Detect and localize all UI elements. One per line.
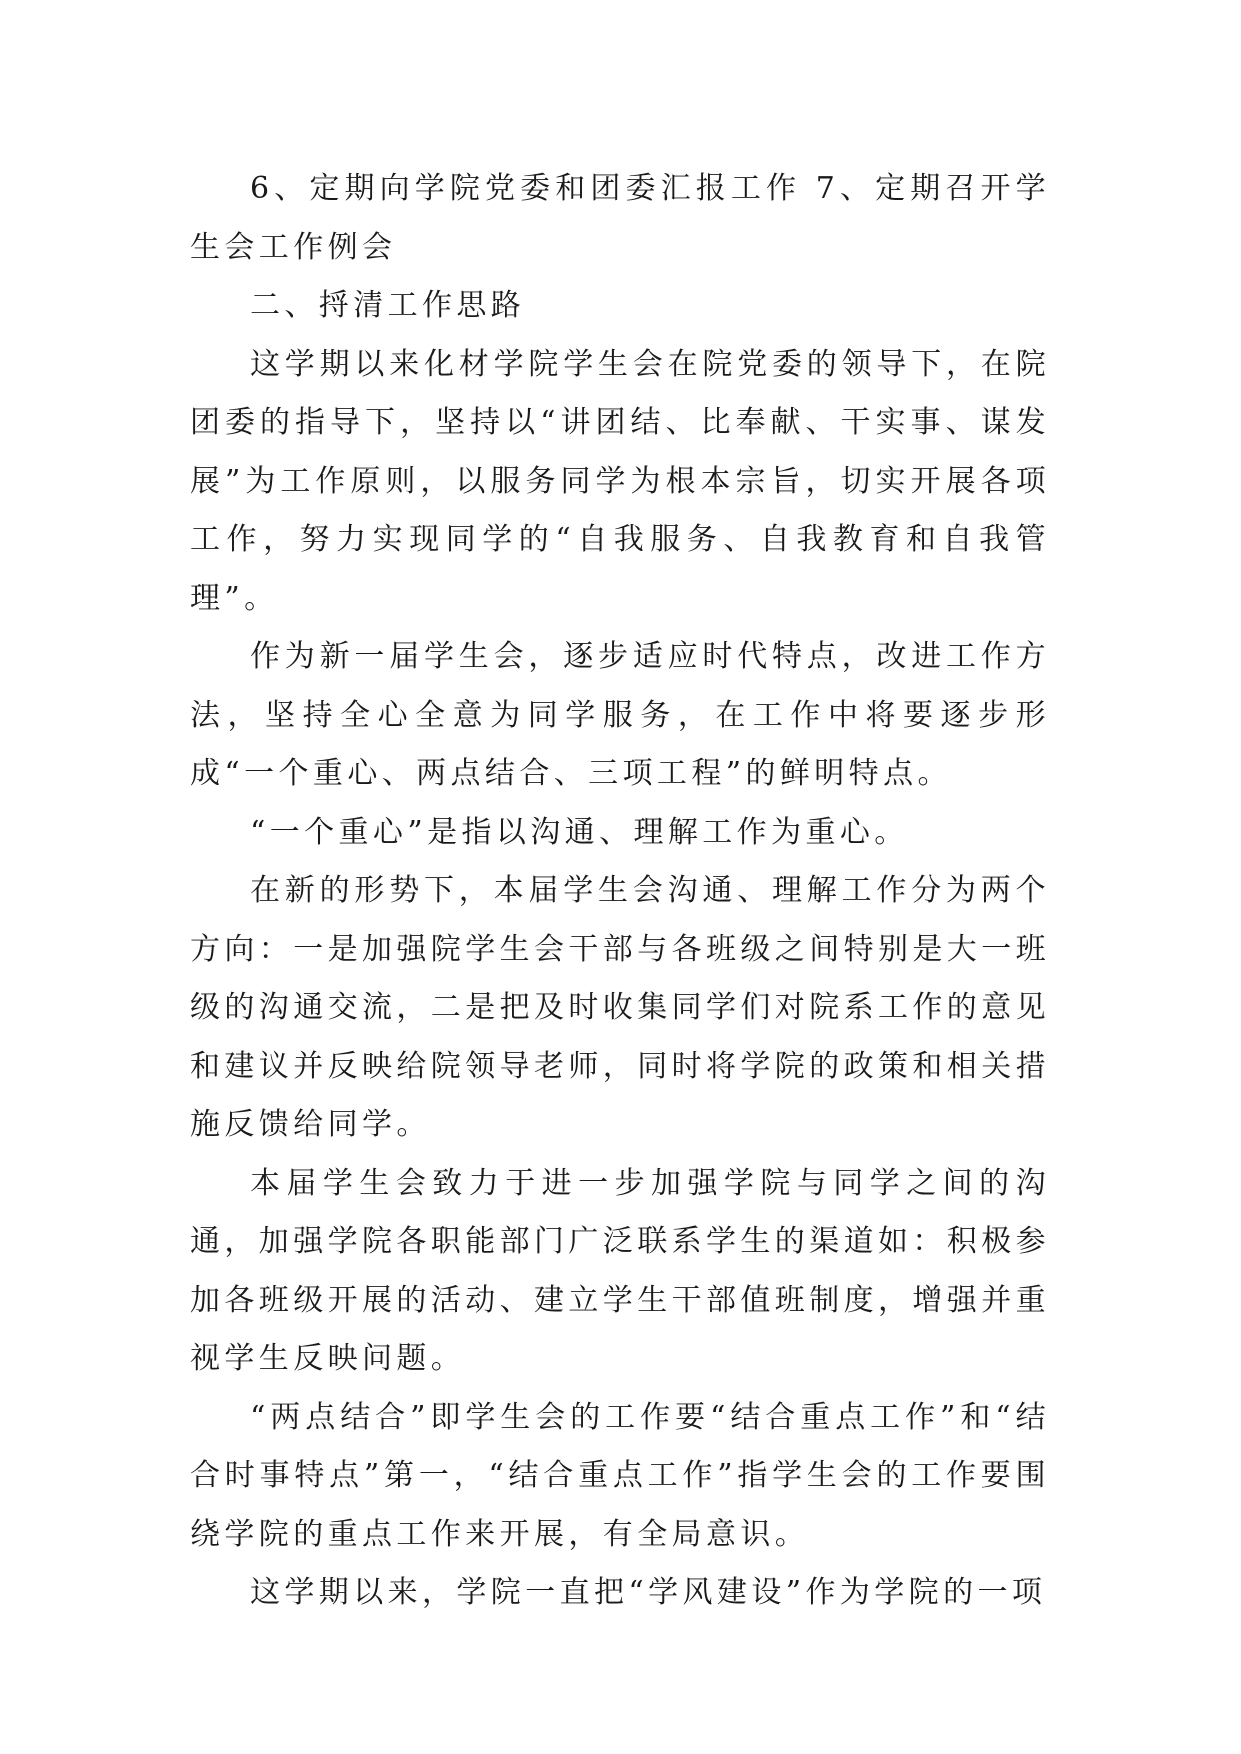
paragraph-study-style: 这学期以来，学院一直把“学风建设”作为学院的一项: [250, 1575, 1047, 1610]
paragraph-two-combinations: “两点结合”即学生会的工作要“结合重点工作”和“结合时事特点”第一，“结合重点工作”指学生会的工作要围绕学院的重点工作来开展，有全局意识。: [190, 1399, 1050, 1552]
paragraph-work-items: 6、定期向学院党委和团委汇报工作 7、定期召开学生会工作例会: [190, 171, 1050, 265]
section-heading-work-ideas: 二、捋清工作思路: [250, 288, 526, 323]
paragraph-intro: 这学期以来化材学院学生会在院党委的领导下，在院团委的指导下，坚持以“讲团结、比奉献、干实事、谋发展”为工作原则，以服务同学为根本宗旨，切实开展各项工作，努力实现同学的“自我服务、自我教育和自我管理”。: [190, 346, 1050, 616]
paragraph-one-focus: “一个重心”是指以沟通、理解工作为重心。: [250, 814, 909, 850]
paragraph-channels: 本届学生会致力于进一步加强学院与同学之间的沟通，加强学院各职能部门广泛联系学生的渠道如：积极参加各班级开展的活动、建立学生干部值班制度，增强并重视学生反映问题。: [190, 1165, 1050, 1376]
paragraph-communication: 在新的形势下，本届学生会沟通、理解工作分为两个方向：一是加强院学生会干部与各班级之间特别是大一班级的沟通交流，二是把及时收集同学们对院系工作的意见和建议并反映给院领导老师，同时将学院的政策和相关措施反馈给同学。: [190, 873, 1050, 1142]
paragraph-new-council: 作为新一届学生会，逐步适应时代特点，改进工作方法，坚持全心全意为同学服务，在工作中将要逐步形成“一个重心、两点结合、三项工程”的鲜明特点。: [190, 639, 1050, 791]
document-body: [190, 160, 1050, 1623]
